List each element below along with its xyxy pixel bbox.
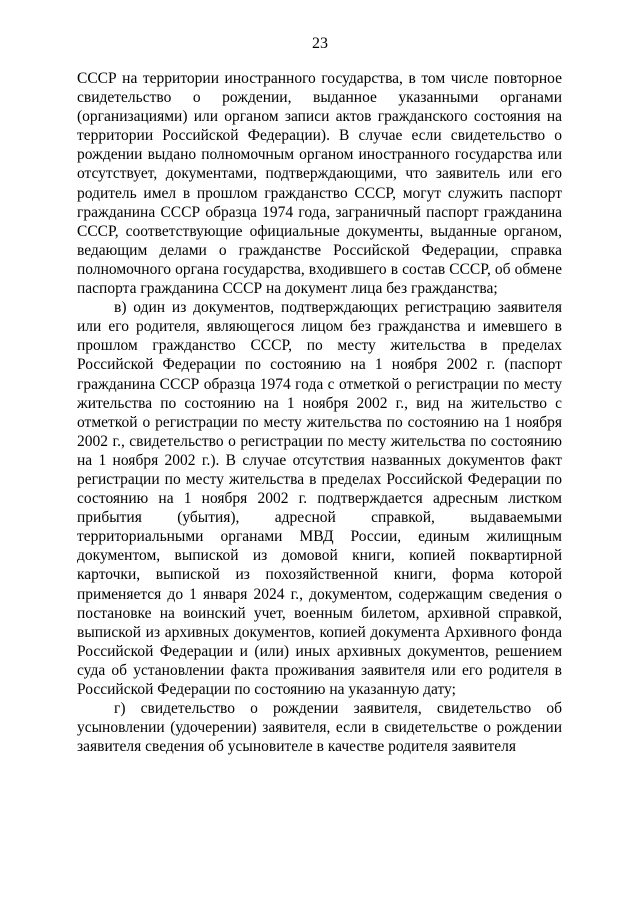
paragraph-item-g: г) свидетельство о рождении заявителя, свидетельство об усыновлении (удочерении) заявителя, если в свидетельстве о рождении заявителя сведения об усыновителе в качестве родителя заявителя (77, 700, 562, 756)
document-body (77, 69, 562, 756)
paragraph-continuation: СССР на территории иностранного государства, в том числе повторное свидетельство о рождении, выданное указанными органами (организациями) или органом записи актов гражданского состояния на территории Российской Федерации). В случае если свидетельство о рождении выдано полномочным органом иностранного государства или отсутствует, документами, подтверждающими, что заявитель или его родитель имел в прошлом гражданство СССР, могут служить паспорт гражданина СССР образца 1974 года, заграничный паспорт гражданина СССР, соответствующие официальные документы, выданные органом, ведающим делами о гражданстве Российской Федерации, справка полномочного органа государства, входившего в состав СССР, об обмене паспорта гражданина СССР на документ лица без гражданства; (77, 70, 562, 298)
paragraph-item-v: в) один из документов, подтверждающих регистрацию заявителя или его родителя, являющегося лицом без гражданства и имевшего в прошлом гражданство СССР, по месту жительства в пределах Российской Федерации по состоянию на 1 ноября 2002 г. (паспорт гражданина СССР образца 1974 года с отметкой о регистрации по месту жительства по состоянию на 1 ноября 2002 г., вид на жительство с отметкой о регистрации по месту жительства по состоянию на 1 ноября 2002 г., свидетельство о регистрации по месту жительства по состоянию на 1 ноября 2002 г.). В случае отсутствия названных документов факт регистрации по месту жительства в пределах Российской Федерации по состоянию на 1 ноября 2002 г. подтверждается адресным листком прибытия (убытия), адресной справкой, выдаваемыми территориальными органами МВД России, единым жилищным документом, выпиской из домовой книги, копией поквартирной карточки, выпиской из похозяйственной книги, форма которой применяется до 1 января 2024 г., документом, содержащим сведения о постановке на воинский учет, военным билетом, архивной справкой, выпиской из архивных документов, копией документа Архивного фонда Российской Федерации и (или) иных архивных документов, решением суда об установлении факта проживания заявителя или его родителя в Российской Федерации по состоянию на указанную дату; (77, 299, 562, 698)
page-number: 23 (312, 35, 328, 52)
